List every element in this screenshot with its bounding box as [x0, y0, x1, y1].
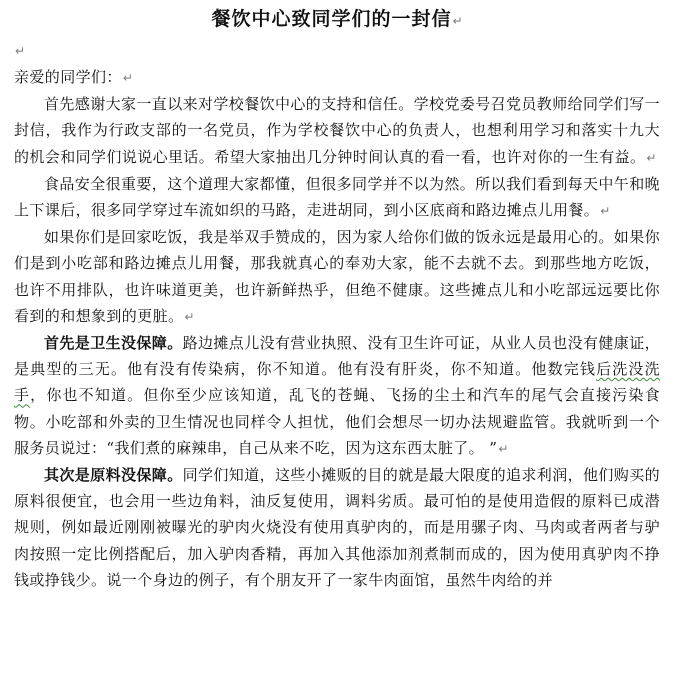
grammar-flagged-text: 后洗没洗手 [14, 360, 661, 405]
letter-paragraph [14, 224, 660, 330]
letter-paragraph [14, 91, 660, 171]
paragraph-lead: 首先是卫生没保障。 [44, 334, 183, 353]
salutation: 亲爱的同学们：↵ [14, 68, 134, 86]
paragraph-mark-icon: ↵ [122, 71, 134, 85]
paragraph-mark-icon: ↵ [15, 44, 26, 58]
empty-line [14, 40, 25, 61]
paragraph-mark-icon: ↵ [600, 204, 611, 219]
letter-paragraph [14, 462, 660, 593]
paragraph-lead: 其次是原料没保障。 [44, 466, 183, 485]
paragraph-text: 路边摊点儿没有营业执照、没有卫生许可证，从业人员也没有健康证，是典型的三无。他有没有传染病，你不知道。他有没有肝炎，你不知道。他数完钱 [14, 334, 661, 379]
paragraph-mark-icon: ↵ [498, 441, 509, 456]
paragraph-text: 首先感谢大家一直以来对学校餐饮中心的支持和信任。学校党委号召党员教师给同学们写一封信，我作为行政支部的一名党员，作为学校餐饮中心的负责人，也想利用学习和落实十九大的机会和同学们说说心里话。希望大家抽出几分钟时间认真的看一看，也许对你的一生有益。 [14, 95, 661, 166]
paragraph-mark-icon: ↵ [184, 309, 195, 324]
letter-paragraph [14, 171, 660, 224]
paragraph-text: 食品安全很重要，这个道理大家都懂，但很多同学并不以为然。所以我们看到每天中午和晚上下课后，很多同学穿过车流如织的马路，走进胡同，到小区底商和路边摊点儿用餐。 [14, 174, 661, 220]
paragraph-text: 如果你们是回家吃饭，我是举双手赞成的，因为家人给你们做的饭永远是最用心的。如果你们是到小吃部和路边摊点儿用餐，那我就真心的奉劝大家，能不去就不去。到那些地方吃饭，也许不用排队，也许味道更美，也许新鲜热乎，但绝不健康。这些摊点儿和小吃部远远要比你看到的和想象到的更脏。 [14, 228, 661, 325]
paragraph-mark-icon: ↵ [452, 14, 464, 28]
paragraph-text: 同学们知道，这些小摊贩的目的就是最大限度的追求利润，他们购买的原料很便宜，也会用一些边角料，油反复使用，调料劣质。最可怕的是使用造假的原料已成潜规则，例如最近刚刚被曝光的驴肉火烧没有使用真驴肉的，而是用骡子肉、马肉或者两者与驴肉按照一定比例搭配后，加入驴肉香精，再加入其他添加剂煮制而成的，因为使用真驴肉不挣钱或挣钱少。说一个身边的例子，有个朋友开了一家牛肉面馆，虽然牛肉给的并 [14, 466, 661, 589]
letter-paragraph [14, 330, 660, 462]
document-title: 餐饮中心致同学们的一封信↵ [211, 8, 464, 30]
paragraph-mark-icon: ↵ [646, 150, 657, 165]
paragraph-text: ，你也不知道。但你至少应该知道，乱飞的苍蝇、飞扬的尘土和汽车的尾气会直接污染食物。小吃部和外卖的卫生情况也同样令人担忧，他们会想尽一切办法规避监管。我就听到一个服务员说过：“我们煮的麻辣串，自己从来不吃，因为这东西太脏了。 ” [14, 386, 660, 457]
letter-body [14, 64, 660, 593]
